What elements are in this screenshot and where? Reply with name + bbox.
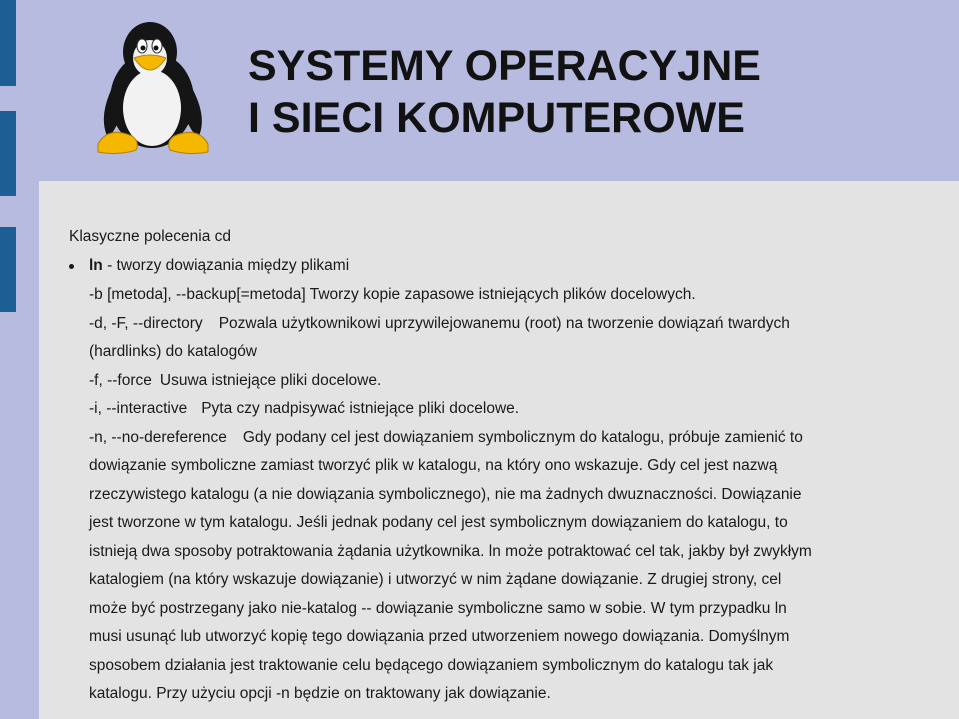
option-description: Pyta czy nadpisywać istniejące pliki docelowe. (201, 400, 520, 417)
slide-title (248, 40, 948, 144)
title-line-1: SYSTEMY OPERACYJNE (248, 42, 761, 90)
option-flag: -i, --interactive (89, 400, 188, 417)
accent-bar-bottom (0, 227, 16, 312)
tux-penguin-icon (88, 18, 218, 156)
bullet-ln (69, 257, 349, 275)
option-description: Pozwala użytkownikowi uprzywilejowanemu (root) na tworzenie dowiązań twardych (218, 315, 790, 332)
option-interactive (89, 400, 519, 418)
option-backup: -b [metoda], --backup[=metoda] Tworzy kopie zapasowe istniejących plików docelowych. (89, 286, 696, 303)
option-force (89, 372, 381, 390)
paragraph-line: katalogiem (na który wskazuje dowiązanie) i utworzyć w nim żądane dowiązanie. Z drugiej strony, cel (89, 571, 782, 588)
paragraph-line: sposobem działania jest traktowanie celu będącego dowiązaniem symbolicznym do katalogu tak jak (89, 657, 774, 674)
option-directory (89, 315, 790, 333)
bullet-description: - tworzy dowiązania między plikami (102, 257, 350, 274)
option-flag: -n, --no-dereference (89, 429, 227, 446)
paragraph-line: dowiązanie symboliczne zamiast tworzyć plik w katalogu, na który ono wskazuje. Gdy cel jest nazwą (89, 457, 778, 474)
paragraph-line: istnieją dwa sposoby potraktowania żądania użytkownika. ln może potraktować cel tak, jakby był zwykłym (89, 543, 812, 560)
title-line-2: I SIECI KOMPUTEROWE (248, 94, 745, 142)
paragraph-line: katalogu. Przy użyciu opcji -n będzie on traktowany jak dowiązanie. (89, 685, 551, 702)
paragraph-line: musi usunąć lub utworzyć kopię tego dowiązania przed utworzeniem nowego dowiązania. Domyślnym (89, 628, 790, 645)
option-description: Usuwa istniejące pliki docelowe. (159, 372, 382, 389)
paragraph-line: może być postrzegany jako nie-katalog -- dowiązanie symboliczne samo w sobie. W tym przypadku ln (89, 600, 787, 617)
option-no-dereference (89, 429, 803, 447)
intro-text: Klasyczne polecenia cd (69, 228, 231, 245)
option-description: Gdy podany cel jest dowiązaniem symbolicznym do katalogu, próbuje zamienić to (242, 429, 803, 446)
bullet-command: ln (89, 257, 103, 274)
paragraph-line: rzeczywistego katalogu (a nie dowiązania symbolicznego), nie ma żadnych dwuznaczności. Dowiązanie (89, 486, 802, 503)
bullet-icon (69, 264, 74, 269)
paragraph-line: jest tworzone w tym katalogu. Jeśli jednak podany cel jest symbolicznym dowiązaniem do katalogu, to (89, 514, 788, 531)
option-flag: -f, --force (89, 372, 152, 389)
accent-bar-middle (0, 111, 16, 196)
option-directory-cont: (hardlinks) do katalogów (89, 343, 258, 360)
accent-bar-top (0, 0, 16, 86)
option-flag: -d, -F, --directory (89, 315, 203, 332)
